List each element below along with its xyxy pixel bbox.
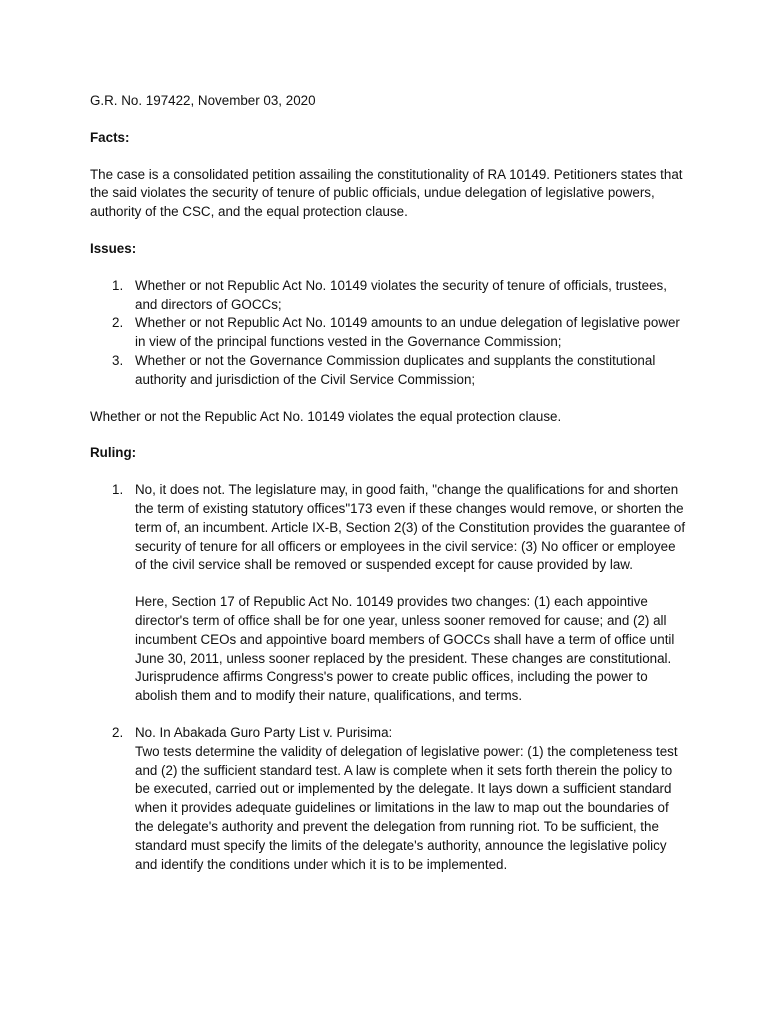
ruling-text: No. In Abakada Guro Party List v. Purisima:	[135, 724, 393, 740]
issue-number: 2.	[112, 315, 124, 331]
issue-text: Whether or not the Governance Commission duplicates and supplants the constitutional authority and jurisdiction of the Civil Service Commission;	[135, 352, 656, 387]
facts-text: The case is a consolidated petition assailing the constitutionality of RA 10149. Petitioners states that the said violates the security of tenure of public officials, undue delegation of legislative powers, authority of the CSC, and the equal protection clause.	[90, 166, 683, 220]
issue-item	[90, 352, 690, 390]
document-body	[90, 92, 690, 892]
issue-text: Whether or not Republic Act No. 10149 amounts to an undue delegation of legislative power in view of the principal functions vested in the Governance Commission;	[135, 315, 680, 350]
ruling-followup-text: Two tests determine the validity of delegation of legislative power: (1) the completeness test and (2) the sufficient standard test. A law is complete when it sets forth therein the policy to be executed, carried out or implemented by the delegate. It lays down a sufficient standard when it provides adequate guidelines or limitations in the law to map out the boundaries of the delegate's authority and prevent the delegation from running riot. To be sufficient, the standard must specify the limits of the delegate's authority, announce the legislative policy and identify the conditions under which it is to be implemented.	[135, 743, 678, 872]
issue-text: Whether or not Republic Act No. 10149 violates the security of tenure of officials, trustees, and directors of GOCCs;	[135, 277, 667, 312]
issues-list	[90, 277, 690, 390]
issue-number: 1.	[112, 277, 124, 293]
ruling-item	[90, 481, 690, 706]
issue-number: 3.	[112, 352, 124, 368]
issue-item	[90, 314, 690, 352]
ruling-followup-text: Here, Section 17 of Republic Act No. 10149 provides two changes: (1) each appointive director's term of office shall be for one year, unless sooner removed for cause; and (2) all incumbent CEOs and appointive board members of GOCCs shall have a term of office until June 30, 2011, unless sooner replaced by the president. These changes are constitutional. Jurisprudence affirms Congress's power to create public offices, including the power to abolish them and to modify their nature, qualifications, and terms.	[135, 594, 675, 704]
ruling-item	[90, 724, 690, 874]
ruling-heading: Ruling:	[90, 445, 137, 461]
facts-heading: Facts:	[90, 129, 130, 145]
issues-heading: Issues:	[90, 240, 137, 256]
case-number: G.R. No. 197422, November 03, 2020	[90, 93, 316, 108]
ruling-list	[90, 481, 690, 874]
issue-trailing-text: Whether or not the Republic Act No. 10149 violates the equal protection clause.	[90, 408, 562, 424]
ruling-text: No, it does not. The legislature may, in good faith, "change the qualifications for and shorten the term of existing statutory offices"173 even if these changes would remove, or shorten the term of, an incumbent. Article IX-B, Section 2(3) of the Constitution provides the guarantee of security of tenure for all officers or employees in the civil service: (3) No officer or employee of the civil service shall be removed or suspended except for cause provided by law.	[135, 482, 686, 573]
ruling-number: 1.	[112, 482, 124, 498]
issue-item	[90, 277, 690, 315]
ruling-number: 2.	[112, 724, 124, 740]
